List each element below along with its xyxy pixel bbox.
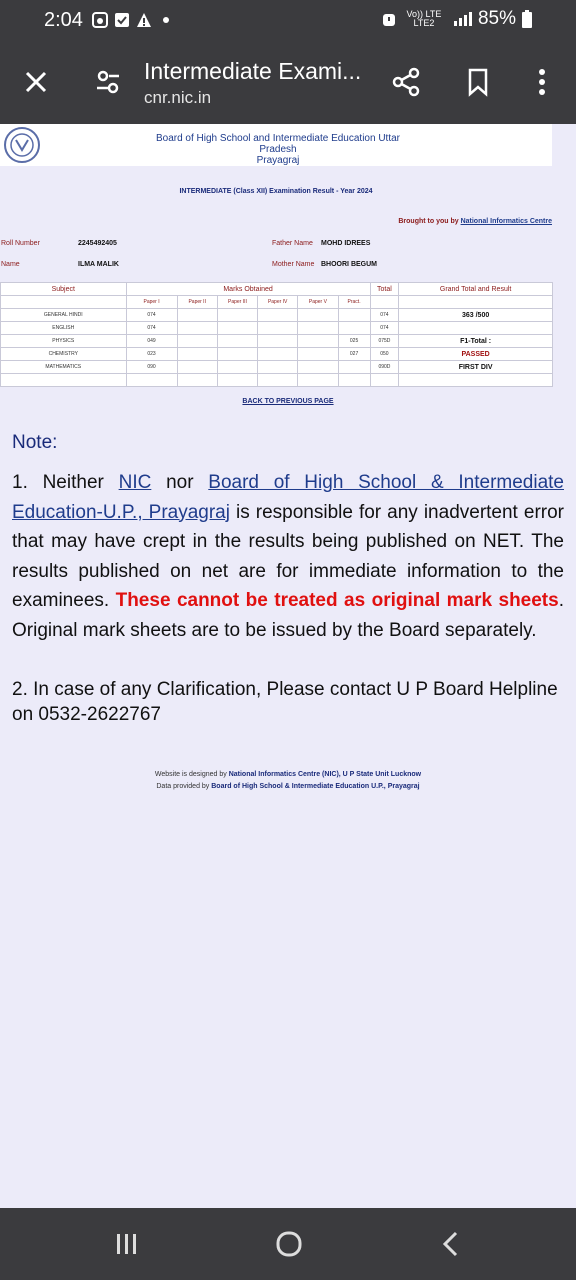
paper-header: Pract.: [338, 296, 370, 309]
site-settings-icon[interactable]: [92, 66, 124, 98]
table-row: [1, 322, 553, 335]
status-bar: [0, 0, 576, 42]
paper-header: Paper IV: [258, 296, 298, 309]
more-options-icon[interactable]: [526, 66, 558, 98]
grand-total-header: Grand Total and Result: [399, 283, 553, 296]
paper1-cell: 074: [126, 322, 177, 335]
practical-cell: 025: [338, 335, 370, 348]
note-text: is responsible for any inadvertent error that may have crept in the results being published on NET. The results published on net are for immediate information to the examinees.: [12, 501, 564, 611]
battery-percent: 85%: [477, 8, 516, 29]
exam-title: INTERMEDIATE (Class XII) Examination Result - Year 2024: [179, 188, 373, 195]
paper-header-row: [1, 296, 553, 309]
marks-header: Marks Obtained: [126, 283, 370, 296]
footer-text: Website is designed by: [154, 771, 229, 778]
practical-cell: [338, 322, 370, 335]
board-city: Prayagraj: [256, 155, 300, 166]
total-cell: 090D: [370, 361, 399, 374]
subject-cell: MATHEMATICS: [1, 361, 127, 374]
result-label-cell: F1-Total :: [399, 335, 553, 348]
table-row: [1, 335, 553, 348]
paper-header: Paper V: [298, 296, 338, 309]
practical-cell: [338, 309, 370, 322]
subject-header: Subject: [1, 283, 127, 296]
table-header-row: [1, 283, 553, 296]
practical-cell: 027: [338, 348, 370, 361]
close-icon[interactable]: [20, 66, 52, 98]
web-content: [0, 124, 576, 1208]
clock: 2:04: [44, 9, 83, 31]
footer-org: National Informatics Centre (NIC), U P State Unit Lucknow: [228, 771, 422, 778]
header-banner: [0, 124, 552, 166]
paper1-cell: 023: [126, 348, 177, 361]
paper1-cell: 090: [126, 361, 177, 374]
result-status-cell: PASSED: [399, 348, 553, 361]
paper-header: Paper II: [177, 296, 217, 309]
custom-tab-toolbar: [0, 42, 576, 124]
home-icon[interactable]: [272, 1228, 306, 1260]
name-value: ILMA MALIK: [78, 261, 119, 268]
recent-apps-icon[interactable]: [110, 1228, 144, 1260]
checkbox-notification-icon: [114, 12, 130, 28]
warning-icon: [136, 12, 152, 28]
result-table: [0, 282, 553, 387]
nic-link[interactable]: National Informatics Centre: [460, 218, 552, 225]
battery-icon: [522, 10, 532, 28]
total-cell: 050: [370, 348, 399, 361]
dot-icon: [158, 12, 174, 28]
board-link[interactable]: Board of High School & Intermediate Education-U.P., Prayagraj: [12, 472, 564, 523]
total-cell: 074: [370, 309, 399, 322]
alarm-icon: [382, 11, 396, 27]
paper1-cell: 074: [126, 309, 177, 322]
note-title: Note:: [12, 432, 58, 453]
subject-cell: PHYSICS: [1, 335, 127, 348]
gallery-notification-icon: [92, 12, 108, 28]
subject-cell: CHEMISTRY: [1, 348, 127, 361]
note-text: . Original mark sheets are to be issued by the Board separately.: [12, 590, 564, 641]
table-row: [1, 361, 553, 374]
share-icon[interactable]: [390, 66, 422, 98]
total-cell: 075D: [370, 335, 399, 348]
table-row: [1, 348, 553, 361]
roll-number-value: 2245492405: [78, 240, 117, 247]
nic-link[interactable]: NIC: [118, 472, 152, 493]
grand-total-cell: 363 /500: [399, 309, 553, 322]
total-header: Total: [370, 283, 399, 296]
name-label: Name: [1, 261, 20, 268]
paper-header: Paper III: [217, 296, 257, 309]
signal-icon: [452, 11, 472, 27]
subject-cell: GENERAL HINDI: [1, 309, 127, 322]
subject-cell: ENGLISH: [1, 322, 127, 335]
back-to-previous-page-link[interactable]: BACK TO PREVIOUS PAGE: [242, 398, 334, 405]
total-cell: 074: [370, 322, 399, 335]
mother-name-label: Mother Name: [272, 261, 315, 268]
table-row: [1, 309, 553, 322]
network-label: Vo)) LTE LTE2: [406, 9, 442, 28]
note-paragraph-1: [12, 468, 564, 645]
division-cell: FIRST DIV: [399, 361, 553, 374]
bookmark-icon[interactable]: [462, 66, 494, 98]
brought-by: [398, 218, 552, 225]
roll-number-label: Roll Number: [1, 240, 40, 247]
page-title: Intermediate Exami...: [144, 58, 362, 84]
father-name-value: MOHD IDREES: [321, 240, 371, 247]
brought-prefix: Brought to you by: [398, 218, 461, 225]
empty-cell: [399, 296, 553, 309]
grand-total-cell: [399, 322, 553, 335]
note-text: nor: [151, 472, 209, 493]
up-government-emblem: [2, 126, 42, 164]
paper1-cell: 049: [126, 335, 177, 348]
back-icon[interactable]: [434, 1228, 468, 1260]
empty-cell: [1, 296, 127, 309]
empty-cell: [370, 296, 399, 309]
system-nav-bar: [0, 1208, 576, 1280]
board-name: Board of High School and Intermediate Education Uttar Pradesh: [155, 133, 401, 155]
footer-provider: [0, 783, 576, 790]
mother-name-value: BHOORI BEGUM: [321, 261, 377, 268]
table-row: [1, 374, 553, 387]
disclaimer-highlight: These cannot be treated as original mark sheets: [115, 590, 559, 611]
paper-header: Paper I: [126, 296, 177, 309]
footer-text: Data provided by: [156, 783, 212, 790]
note-paragraph-2: 2. In case of any Clarification, Please contact U P Board Helpline on 0532-2622767: [12, 679, 558, 725]
note-text: 1. Neither: [12, 472, 119, 493]
practical-cell: [338, 361, 370, 374]
footer-designer: [0, 771, 576, 778]
footer-org: Board of High School & Intermediate Education U.P., Prayagraj: [211, 783, 420, 790]
father-name-label: Father Name: [272, 240, 313, 247]
page-url: cnr.nic.in: [144, 88, 212, 107]
